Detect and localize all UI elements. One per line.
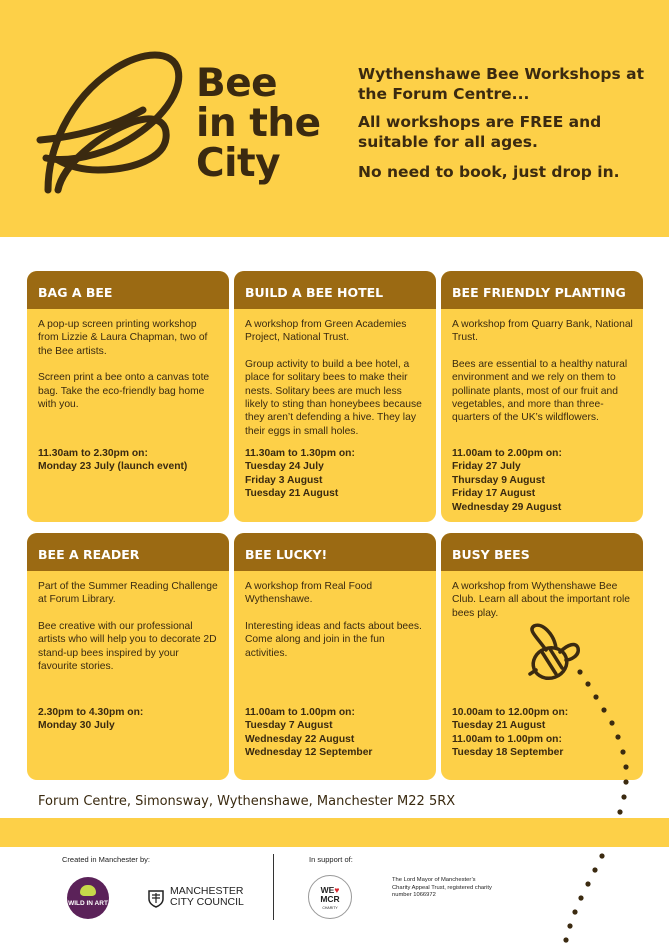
workshop-card-bee-a-reader [27, 533, 229, 780]
card-title: BEE FRIENDLY PLANTING [441, 271, 643, 309]
logo-wordmark [196, 61, 321, 186]
created-label: Created in Manchester by: [62, 855, 150, 864]
card-times [38, 447, 187, 474]
logo-line: in the [196, 101, 321, 146]
time-line: 11.30am to 2.30pm on: [38, 448, 148, 459]
card-times [38, 706, 143, 733]
card-paragraph: Interesting ideas and facts about bees. Come along and join in the fun activities. [245, 620, 422, 659]
card-title: BAG A BEE [27, 271, 229, 309]
time-line: Monday 30 July [38, 720, 115, 732]
card-title: BEE A READER [27, 533, 229, 571]
card-body [234, 571, 436, 759]
card-paragraph: A workshop from Quarry Bank, National Trust. [452, 319, 633, 344]
intro-line: Wythenshawe Bee Workshops at the Forum Centre... [358, 65, 645, 103]
card-times [245, 706, 372, 760]
time-line: 11.00am to 1.00pm on: [452, 733, 562, 745]
header-banner [0, 0, 669, 237]
card-paragraph: Part of the Summer Reading Challenge at Forum Library. [38, 581, 218, 606]
card-body [441, 309, 643, 513]
time-line: Thursday 9 August [452, 474, 545, 486]
card-body [234, 309, 436, 500]
wild-in-art-text: WILD IN ART [68, 900, 108, 907]
footer-divider [273, 854, 274, 920]
manchester-text [170, 886, 244, 908]
card-paragraph: Bee creative with our professional artists who will help you to decorate 2D stand-up bees inspired by your favourite stories. [38, 620, 217, 673]
charity-registration-text: The Lord Mayor of Manchester’s Charity Appeal Trust, registered charity number 1066972 [392, 877, 492, 898]
logo-line: City [196, 141, 281, 186]
card-title: BEE LUCKY! [234, 533, 436, 571]
bee-in-the-city-logo-icon [28, 40, 188, 200]
card-paragraph: A workshop from Real Food Wythenshawe. [245, 581, 373, 606]
card-paragraph: Screen print a bee onto a canvas tote bag. Take the eco-friendly bag home with you. [38, 372, 210, 411]
card-paragraph: A pop-up screen printing workshop from Lizzie & Laura Chapman, two of the Bee artists. [38, 319, 208, 357]
card-times [245, 447, 355, 501]
card-body [27, 309, 229, 473]
venue-address: Forum Centre, Simonsway, Wythenshawe, Manchester M22 5RX [38, 794, 456, 809]
time-line: Wednesday 29 August [452, 501, 562, 513]
bee-flight-trail-icon [520, 622, 640, 947]
time-line: Monday 23 July (launch event) [38, 461, 188, 473]
workshop-card-bee-friendly-planting [441, 271, 643, 522]
manchester-line: MANCHESTER [170, 885, 244, 897]
charity-sub-text: CHARITY [322, 906, 338, 910]
time-line: 2.30pm to 4.30pm on: [38, 707, 144, 718]
time-line: Tuesday 21 August [245, 488, 339, 500]
time-line: Tuesday 21 August [452, 720, 546, 732]
intro-line: All workshops are FREE and suitable for all ages. [358, 113, 602, 151]
workshop-card-bee-lucky [234, 533, 436, 780]
time-line: 11.30am to 1.30pm on: [245, 448, 355, 459]
time-line: Friday 27 July [452, 461, 521, 473]
intro-line: No need to book, just drop in. [358, 163, 620, 181]
time-line: Tuesday 24 July [245, 461, 324, 473]
wild-in-art-logo [67, 877, 109, 919]
time-line: Wednesday 12 September [245, 747, 373, 759]
time-line: Friday 3 August [245, 474, 323, 486]
card-times [452, 447, 562, 514]
card-paragraph: A workshop from Green Academies Project, National Trust. [245, 319, 407, 344]
we-text: WE [320, 885, 335, 895]
time-line: Tuesday 7 August [245, 720, 333, 732]
time-line: Friday 17 August [452, 488, 536, 500]
city-crest-icon [146, 888, 166, 908]
wild-in-art-animal-icon [80, 885, 96, 896]
card-title: BUILD A BEE HOTEL [234, 271, 436, 309]
workshop-card-bag-a-bee [27, 271, 229, 522]
we-love-mcr-charity-logo [308, 875, 352, 919]
footer-band [0, 818, 669, 847]
card-body [441, 571, 643, 759]
logo-line: Bee [196, 61, 278, 106]
time-line: 10.00am to 12.00pm on: [452, 707, 569, 718]
card-paragraph: A workshop from Wythenshawe Bee Club. Learn all about the important role bees play. [452, 581, 631, 619]
mcr-text: MCR [320, 894, 340, 904]
we-love-mcr-text [309, 886, 351, 904]
card-paragraph: Group activity to build a bee hotel, a place for solitary bees to make their nests. Solitary bees are much less likely to sting than honeybees because they aren’t defending a hive. They lay their eggs in small holes. [245, 358, 422, 437]
card-body [27, 571, 229, 732]
card-title: BUSY BEES [441, 533, 643, 571]
card-paragraph: Bees are essential to a healthy natural environment and we rely on them to pollinate plants, most of our fruit and vegetables, and more than three-quarters of the UK’s wildflowers. [452, 358, 628, 424]
support-label: In support of: [309, 855, 353, 864]
time-line: Tuesday 18 September [452, 747, 564, 759]
intro-text [358, 64, 658, 182]
heart-icon: ♥ [334, 885, 340, 895]
time-line: 11.00am to 1.00pm on: [245, 707, 355, 718]
council-line: CITY COUNCIL [170, 896, 244, 908]
time-line: Wednesday 22 August [245, 733, 355, 745]
time-line: 11.00am to 2.00pm on: [452, 448, 562, 459]
workshop-card-build-a-bee-hotel [234, 271, 436, 522]
